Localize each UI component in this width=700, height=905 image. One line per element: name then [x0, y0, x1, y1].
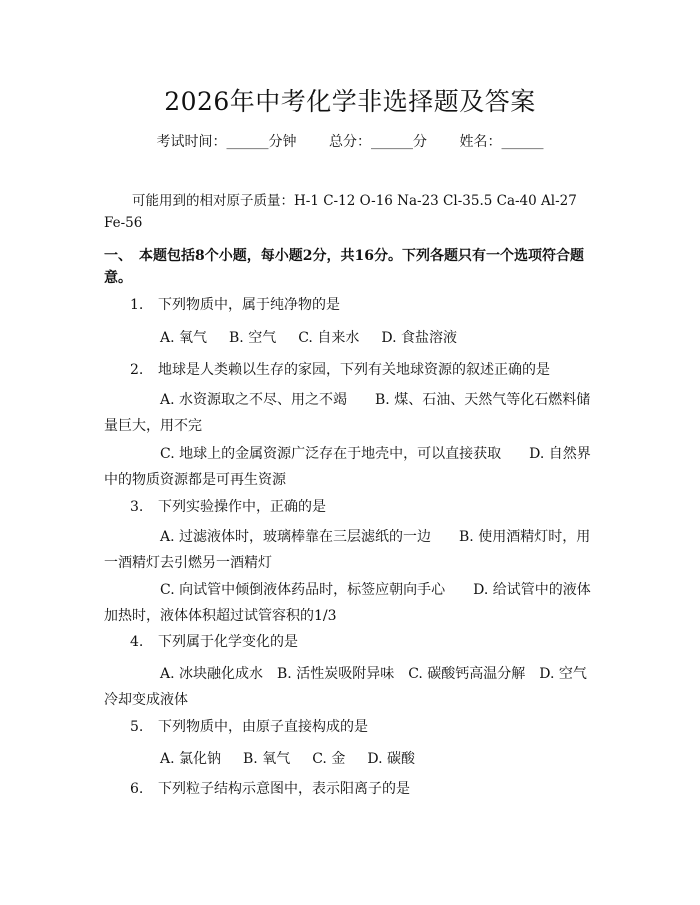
option-a: A. 氧气	[160, 330, 208, 346]
question-number: 4.	[130, 634, 144, 650]
question-number: 5.	[130, 719, 144, 735]
question-2	[130, 359, 550, 381]
question-3-options-line-1: A. 过滤液体时，玻璃棒靠在三层滤纸的一边 B. 使用酒精灯时，用一酒精灯去引燃另一酒精灯	[104, 529, 591, 571]
question-3-options-line-2: C. 向试管中倾倒液体药品时，标签应朝向手心 D. 给试管中的液体加热时，液体体积超过试管容积的1/3	[104, 582, 591, 624]
question-number: 3.	[130, 499, 144, 515]
option-d: D. 碳酸	[367, 751, 415, 767]
question-2-options-line-1: A. 水资源取之不尽、用之不竭 B. 煤、石油、天然气等化石燃料储量巨大，用不完	[104, 392, 591, 434]
question-stem: 地球是人类赖以生存的家园，下列有关地球资源的叙述正确的是	[158, 362, 550, 378]
question-number: 6.	[130, 781, 144, 797]
exam-time-field: 考试时间：______分钟	[156, 134, 297, 150]
question-6	[130, 778, 410, 800]
question-stem: 下列物质中，属于纯净物的是	[158, 297, 340, 313]
question-stem: 下列粒子结构示意图中，表示阳离子的是	[158, 781, 410, 797]
question-stem: 下列属于化学变化的是	[158, 634, 298, 650]
question-4	[130, 631, 298, 653]
question-4-options: A. 冰块融化成水 B. 活性炭吸附异味 C. 碳酸钙高温分解 D. 空气冷却变成液体	[104, 666, 587, 708]
student-name-field: 姓名：______	[459, 134, 544, 150]
option-a: A. 氯化钠	[160, 751, 222, 767]
option-d: D. 食盐溶液	[381, 330, 457, 346]
question-2-options-line-2: C. 地球上的金属资源广泛存在于地壳中，可以直接获取 D. 自然界中的物质资源都是可再生资源	[104, 446, 591, 488]
option-c: C. 自来水	[298, 330, 360, 346]
section-1-heading: 一、 本题包括8个小题，每小题2分，共16分。下列各题只有一个选项符合题意。	[104, 248, 584, 286]
question-1	[130, 294, 340, 316]
atomic-mass-note: 可能用到的相对原子质量：H-1 C-12 O-16 Na-23 Cl-35.5 Ca-40 Al-27 Fe-56	[104, 193, 577, 231]
question-stem: 下列实验操作中，正确的是	[158, 499, 326, 515]
question-number: 2.	[130, 362, 144, 378]
question-stem: 下列物质中，由原子直接构成的是	[158, 719, 368, 735]
question-5-options	[104, 746, 594, 772]
document-title: 2026年中考化学非选择题及答案	[164, 87, 536, 116]
question-1-options	[104, 325, 594, 351]
exam-meta	[0, 131, 700, 151]
question-5	[130, 716, 368, 738]
option-b: B. 空气	[229, 330, 277, 346]
total-score-field: 总分：______分	[329, 134, 427, 150]
question-number: 1.	[130, 297, 144, 313]
question-3	[130, 496, 326, 518]
option-c: C. 金	[312, 751, 346, 767]
option-b: B. 氧气	[243, 751, 291, 767]
